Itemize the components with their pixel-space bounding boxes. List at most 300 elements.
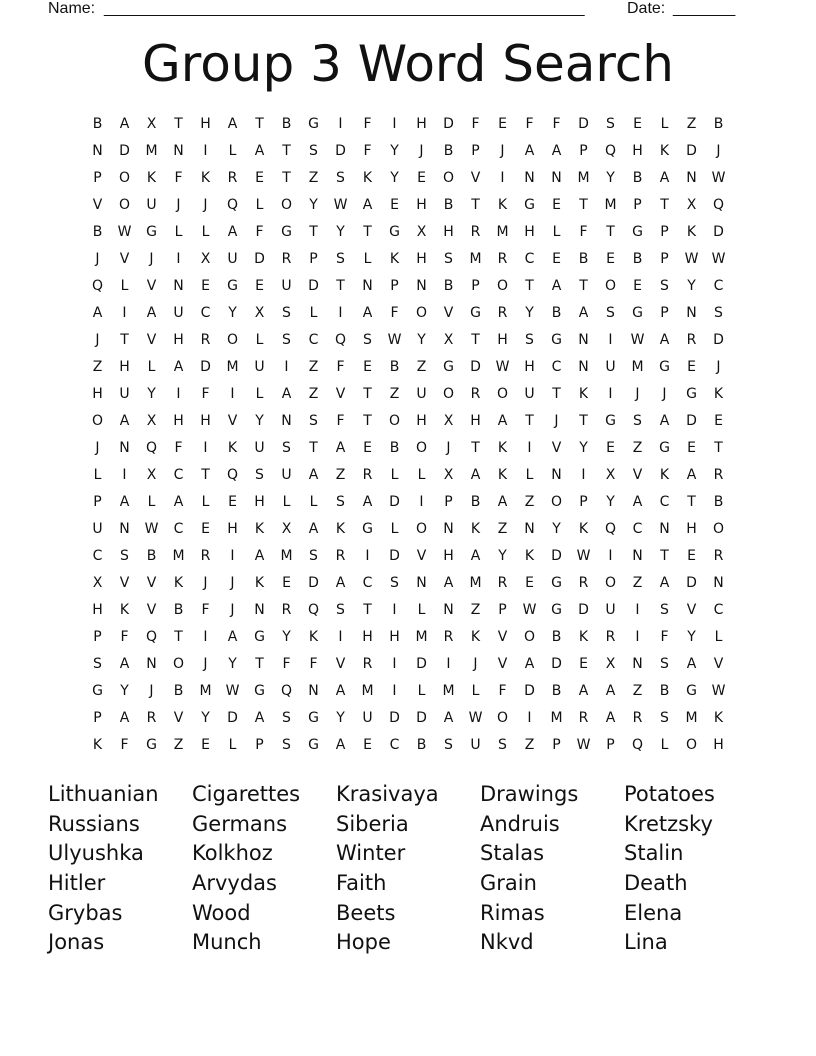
grid-letter: J [473,656,478,672]
grid-letter: X [416,224,427,240]
grid-letter: S [444,737,453,753]
grid-letter: H [254,494,265,510]
grid-letter: L [552,224,561,240]
grid-letter: T [174,116,183,132]
grid-letter: L [417,602,426,618]
grid-letter: B [713,116,724,132]
grid-letter: L [201,494,210,510]
grid-letter: A [497,413,508,429]
grid-letter: O [496,710,509,726]
grid-letter: M [496,224,509,240]
grid-letter: E [255,278,264,294]
grid-row [84,435,732,462]
grid-letter: Z [524,737,535,753]
grid-letter: R [362,656,373,672]
grid-letter: Z [416,359,427,375]
grid-letter: T [660,548,669,564]
word-list-item: Drawings [480,782,579,806]
grid-letter: X [254,305,265,321]
grid-letter: S [282,710,291,726]
grid-letter: W [630,332,645,348]
grid-letter: Q [91,278,104,294]
grid-letter: F [498,683,507,699]
grid-letter: T [714,440,723,456]
grid-letter: A [524,656,535,672]
grid-letter: Z [497,521,508,537]
grid-letter: Y [336,224,345,240]
grid-letter: X [200,251,211,267]
grid-letter: A [335,683,346,699]
grid-letter: K [470,521,481,537]
grid-letter: W [711,683,726,699]
grid-letter: G [281,224,292,240]
grid-letter: P [93,629,102,645]
grid-letter: L [309,305,318,321]
grid-letter: N [551,170,562,186]
grid-letter: C [92,548,103,564]
grid-letter: O [685,737,698,753]
grid-letter: P [660,224,669,240]
grid-letter: E [201,737,210,753]
grid-letter: J [446,440,451,456]
grid-letter: T [309,440,318,456]
grid-letter: O [226,332,239,348]
grid-letter: A [254,143,265,159]
grid-letter: O [523,629,536,645]
grid-letter: B [470,494,481,510]
grid-letter: M [469,251,482,267]
grid-letter: H [92,386,103,402]
grid-letter: I [338,116,343,132]
word-list-item: Germans [192,811,288,836]
grid-row [84,408,732,435]
grid-letter: C [362,575,373,591]
grid-letter: V [686,602,697,618]
grid-letter: I [635,602,640,618]
grid-row [84,219,732,246]
grid-letter: O [415,440,428,456]
grid-letter: P [498,602,507,618]
grid-letter: E [228,494,237,510]
grid-row [84,732,732,759]
grid-letter: B [632,170,643,186]
grid-letter: K [362,170,373,186]
grid-letter: N [524,521,535,537]
grid-letter: A [605,683,616,699]
grid-letter: F [660,629,669,645]
grid-letter: T [363,386,372,402]
grid-letter: T [120,332,129,348]
grid-letter: Y [525,305,534,321]
grid-letter: B [173,602,184,618]
grid-letter: F [174,170,183,186]
grid-letter: I [635,629,640,645]
grid-letter: M [442,683,455,699]
grid-row [84,678,732,705]
name-field: ______________________________________________________ [104,0,585,17]
grid-letter: U [362,710,373,726]
grid-letter: U [524,386,535,402]
grid-letter: V [335,656,346,672]
grid-letter: Q [307,602,320,618]
grid-letter: P [93,170,102,186]
grid-letter: H [686,521,697,537]
grid-letter: Y [687,629,696,645]
word-list-item: Lina [624,930,668,955]
grid-letter: V [497,656,508,672]
grid-letter: F [174,440,183,456]
grid-letter: B [416,737,427,753]
grid-letter: S [660,278,669,294]
word-list-item: Jonas [48,930,105,955]
grid-letter: L [417,467,426,483]
grid-letter: E [687,548,696,564]
grid-letter: E [390,197,399,213]
grid-letter: D [578,602,589,618]
word-list-item: Stalas [480,841,545,866]
grid-letter: B [281,116,292,132]
grid-letter: W [576,737,591,753]
grid-letter: K [200,170,211,186]
grid-letter: K [389,251,400,267]
grid-letter: N [173,143,184,159]
grid-letter: A [119,710,130,726]
grid-letter: G [227,278,238,294]
grid-letter: D [308,278,319,294]
grid-letter: S [336,602,345,618]
grid-letter: A [254,710,265,726]
grid-letter: S [255,467,264,483]
grid-letter: H [173,332,184,348]
grid-letter: A [119,656,130,672]
word-list-item: Arvydas [192,871,277,896]
grid-row [84,462,732,489]
grid-letter: K [578,521,589,537]
grid-letter: N [281,413,292,429]
grid-letter: E [714,413,723,429]
grid-row [84,543,732,570]
grid-letter: H [524,359,535,375]
grid-letter: Y [606,494,615,510]
word-list-item: Lithuanian [48,782,159,806]
grid-letter: K [578,629,589,645]
grid-letter: A [335,575,346,591]
grid-letter: F [525,116,534,132]
grid-letter: H [119,359,130,375]
grid-letter: P [444,494,453,510]
grid-letter: G [551,602,562,618]
grid-letter: G [551,332,562,348]
grid-letter: A [281,386,292,402]
grid-letter: K [524,548,535,564]
grid-letter: M [172,548,185,564]
grid-letter: K [254,521,265,537]
grid-letter: U [470,737,481,753]
word-list-item: Krasivaya [336,782,439,806]
grid-letter: G [146,224,157,240]
grid-letter: I [176,386,181,402]
grid-letter: A [578,305,589,321]
grid-letter: F [336,359,345,375]
grid-letter: S [606,116,615,132]
grid-letter: W [117,224,132,240]
grid-letter: T [471,440,480,456]
grid-letter: D [200,359,211,375]
grid-letter: Q [145,440,158,456]
grid-letter: V [92,197,103,213]
grid-letter: H [713,737,724,753]
grid-letter: N [416,278,427,294]
grid-letter: A [659,170,670,186]
grid-letter: L [525,467,534,483]
grid-letter: I [338,629,343,645]
grid-letter: V [470,170,481,186]
grid-letter: Q [145,629,158,645]
grid-letter: L [390,521,399,537]
grid-letter: O [604,575,617,591]
grid-letter: L [255,197,264,213]
grid-letter: G [443,359,454,375]
grid-letter: D [389,710,400,726]
grid-letter: S [525,332,534,348]
word-list-item: Winter [336,841,406,866]
word-list-item: Beets [336,900,396,925]
date-field: _______ [673,0,736,17]
grid-letter: R [713,548,724,564]
grid-letter: L [714,629,723,645]
grid-letter: R [200,332,211,348]
grid-letter: J [95,251,100,267]
grid-letter: G [686,683,697,699]
grid-letter: O [280,197,293,213]
grid-letter: A [146,305,157,321]
grid-letter: M [604,197,617,213]
grid-letter: I [527,440,532,456]
grid-letter: N [686,170,697,186]
grid-letter: U [605,359,616,375]
grid-letter: H [416,251,427,267]
grid-letter: V [146,332,157,348]
grid-letter: I [608,332,613,348]
grid-letter: I [581,467,586,483]
grid-letter: M [415,629,428,645]
grid-letter: A [119,494,130,510]
grid-letter: V [551,440,562,456]
grid-letter: X [146,116,157,132]
grid-letter: X [146,467,157,483]
grid-letter: D [389,494,400,510]
grid-letter: V [416,548,427,564]
word-list-item: Siberia [336,811,409,836]
grid-letter: G [308,116,319,132]
grid-letter: X [92,575,103,591]
grid-letter: K [713,710,724,726]
grid-letter: M [577,170,590,186]
grid-letter: K [335,521,346,537]
word-list [48,780,768,958]
grid-letter: N [632,656,643,672]
grid-letter: H [416,197,427,213]
grid-letter: H [200,413,211,429]
grid-letter: E [417,170,426,186]
grid-letter: G [254,629,265,645]
grid-letter: Y [120,683,129,699]
grid-letter: W [684,251,699,267]
grid-letter: E [633,278,642,294]
grid-letter: A [551,278,562,294]
grid-letter: K [227,440,238,456]
grid-letter: J [95,332,100,348]
grid-letter: C [173,467,184,483]
grid-letter: O [91,413,104,429]
grid-letter: O [442,170,455,186]
grid-letter: W [225,683,240,699]
grid-letter: Z [686,116,697,132]
grid-letter: I [608,386,613,402]
grid-letter: W [468,710,483,726]
grid-letter: J [203,197,208,213]
grid-letter: E [606,440,615,456]
grid-letter: A [524,143,535,159]
grid-letter: I [392,683,397,699]
grid-letter: Z [173,737,184,753]
grid-letter: B [389,440,400,456]
grid-letter: E [363,440,372,456]
grid-letter: N [443,602,454,618]
grid-letter: L [417,683,426,699]
grid-letter: C [713,602,724,618]
grid-letter: V [119,575,130,591]
grid-letter: E [687,440,696,456]
grid-letter: D [686,575,697,591]
grid-letter: S [309,548,318,564]
grid-letter: J [500,143,505,159]
grid-letter: Q [631,737,644,753]
grid-letter: M [280,548,293,564]
grid-letter: D [335,143,346,159]
grid-letter: U [119,386,130,402]
grid-letter: K [686,224,697,240]
grid-letter: J [95,440,100,456]
grid-letter: U [146,197,157,213]
grid-letter: O [415,305,428,321]
grid-letter: T [309,224,318,240]
grid-letter: P [471,143,480,159]
grid-letter: S [498,737,507,753]
grid-letter: V [119,251,130,267]
grid-letter: S [282,737,291,753]
grid-letter: T [201,467,210,483]
grid-letter: N [119,440,130,456]
grid-row [84,327,732,354]
grid-letter: T [579,278,588,294]
grid-letter: N [524,170,535,186]
grid-letter: K [173,575,184,591]
grid-letter: H [416,116,427,132]
grid-letter: X [281,521,292,537]
name-label: Name: [48,0,96,17]
grid-row [84,300,732,327]
grid-letter: U [254,359,265,375]
grid-letter: B [92,116,103,132]
grid-letter: L [228,737,237,753]
grid-letter: S [309,143,318,159]
grid-letter: E [633,116,642,132]
grid-letter: I [203,629,208,645]
grid-letter: I [527,710,532,726]
grid-letter: L [147,494,156,510]
grid-letter: S [336,170,345,186]
grid-letter: S [282,305,291,321]
grid-letter: H [200,116,211,132]
grid-letter: J [554,413,559,429]
grid-letter: O [442,386,455,402]
grid-letter: Y [255,413,264,429]
grid-letter: T [282,170,291,186]
grid-letter: B [551,305,562,321]
grid-letter: V [443,305,454,321]
grid-letter: J [230,602,235,618]
grid-letter: O [172,656,185,672]
grid-letter: U [254,440,265,456]
grid-row [84,138,732,165]
grid-letter: J [662,386,667,402]
grid-letter: B [173,683,184,699]
grid-letter: A [119,116,130,132]
grid-letter: I [419,494,424,510]
grid-row [84,354,732,381]
grid-letter: P [309,251,318,267]
grid-letter: W [576,548,591,564]
grid-letter: F [201,602,210,618]
grid-letter: V [713,656,724,672]
grid-row [84,246,732,273]
grid-letter: T [336,278,345,294]
grid-letter: J [635,386,640,402]
grid-letter: O [496,278,509,294]
grid-letter: D [713,332,724,348]
grid-letter: X [146,413,157,429]
grid-letter: R [335,548,346,564]
grid-letter: S [660,656,669,672]
grid-letter: B [551,629,562,645]
grid-letter: R [713,467,724,483]
grid-letter: V [146,575,157,591]
grid-letter: P [633,197,642,213]
grid-letter: G [92,683,103,699]
grid-letter: D [551,548,562,564]
grid-letter: O [388,413,401,429]
grid-letter: Z [632,683,643,699]
grid-letter: K [713,386,724,402]
grid-letter: F [255,224,264,240]
grid-letter: E [255,170,264,186]
grid-letter: F [120,737,129,753]
grid-letter: T [579,197,588,213]
grid-letter: P [390,278,399,294]
page-title: Group 3 Word Search [141,35,674,93]
grid-letter: L [174,224,183,240]
grid-letter: A [632,494,643,510]
grid-letter: E [525,575,534,591]
grid-letter: B [146,548,157,564]
grid-letter: U [281,278,292,294]
grid-letter: A [119,413,130,429]
word-list-item: Ulyushka [48,841,144,866]
grid-letter: S [336,494,345,510]
grid-letter: W [387,332,402,348]
grid-letter: A [92,305,103,321]
